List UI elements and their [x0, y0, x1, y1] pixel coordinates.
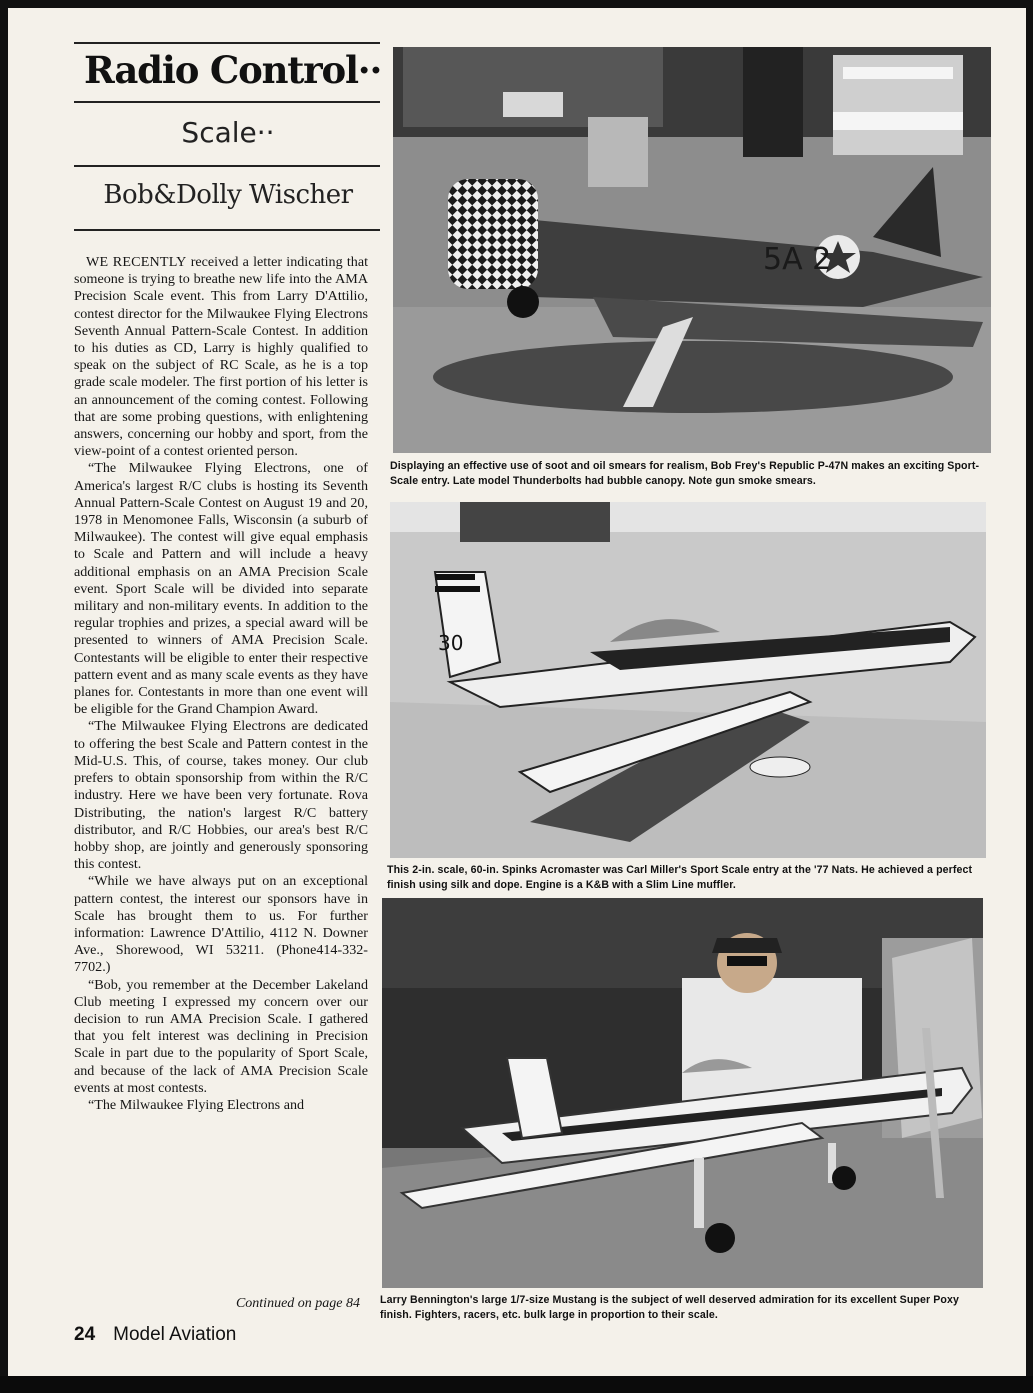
- article-lead-in: WE RECENTLY: [86, 254, 187, 270]
- photo-mustang: [382, 898, 983, 1288]
- photo-caption-mustang: Larry Bennington's large 1/7-size Mustang is the subject of well deserved admiration for its excellent Super Poxy finish. Fighters, racers, etc. bulk large in proportion to their scale.: [380, 1294, 959, 1321]
- photo-caption-p47: Displaying an effective use of soot and oil smears for realism, Bob Frey's Republic P-47N makes an exciting Sport-Scale entry. Late model Thunderbolts had bubble canopy. Note gun smoke smears.: [390, 460, 980, 487]
- acromaster-number: 30: [438, 631, 464, 655]
- header-rule-lower: [74, 165, 380, 167]
- article-paragraph: “Bob, you remember at the December Lakeland Club meeting I expressed my concern over our decision to run AMA Precision Scale. I gathered that you felt interest was declining in Precision Scale in part due to the popularity of Sport Scale, and because of the lack of AMA Precision Scale events at most contests.: [74, 976, 368, 1096]
- continued-note: Continued on page 84: [235, 1296, 360, 1311]
- magazine-name: Model Aviation: [113, 1324, 237, 1345]
- photo-caption-acromaster: This 2-in. scale, 60-in. Spinks Acromaster was Carl Miller's Sport Scale entry at the '77 Nats. He achieved a perfect finish using silk and dope. Engine is a K&B with a Slim Line muffler.: [387, 864, 973, 891]
- header-rule-top: [74, 42, 380, 44]
- page-number: 24: [74, 1324, 96, 1345]
- article-paragraph: “The Milwaukee Flying Electrons and: [88, 1096, 305, 1113]
- column-subtitle: Scale··: [181, 116, 275, 149]
- photo-p47: [393, 47, 991, 453]
- p47-marking: 5A 2: [763, 242, 832, 277]
- paragraph-text: received a letter indicating that someone is trying to breathe new life into the AMA Precision Scale event. This from Larry D'Attilio, contest director for the Milwaukee Flying Electrons Seventh Annual Pattern-Scale Contest. In addition to his duties as CD, Larry is highly qualified to speak on the subject of RC Scale, as he is a top grade scale modeler. The first portion of his letter is an announcement of the coming contest. Following that are some probing questions, with enlightening answers, concerning our hobby and sport, from the view-point of a contest oriented person.: [74, 254, 368, 460]
- page-footer: [74, 1324, 236, 1346]
- article-paragraph: “While we have always put on an exceptional pattern contest, the interest our sponsors have in Scale has brought them to us. For further information: Lawrence D'Attilio, 4112 N. Downer Ave., Shorewood, WI 53211. (Phone414-332-7702.): [74, 873, 368, 976]
- photo-acromaster: [390, 502, 986, 858]
- article-body: [74, 254, 368, 1114]
- column-title: Radio Control··: [84, 48, 382, 92]
- article-paragraph: “The Milwaukee Flying Electrons are dedicated to offering the best Scale and Pattern contest in the Mid-U.S. This, of course, takes money. Our club prefers to obtain sponsorship from within the R/C industry. Here we have been very fortunate. Rova Distributing, the nation's largest R/C battery distributor, and R/C Hobbies, our area's best R/C hobby shop, are jointly and generously sponsoring this contest.: [74, 718, 368, 873]
- scan-edge: [0, 1376, 1033, 1393]
- article-paragraph: [74, 254, 368, 460]
- header-rule-bottom: [74, 229, 380, 231]
- article-paragraph: “The Milwaukee Flying Electrons, one of America's largest R/C clubs is hosting its Seventh Annual Pattern-Scale Contest on August 19 and 20, 1978 in Menomonee Falls, Wisconsin (a suburb of Milwaukee). The contest will give equal emphasis to Scale and Pattern and will include a heavy additional emphasis on an AMA Precision Scale event. Sport Scale will be divided into separate military and non-military events. In addition to the regular trophies and prizes, a special award will be presented to winners of AMA Precision Scale. Contestants will be eligible to enter their respective pattern event and as many scale events as they have planes for. Contestants in more than one event will be eligible for the Grand Champion Award.: [74, 460, 368, 718]
- header-rule-mid: [74, 101, 380, 103]
- author-byline: Bob&Dolly Wischer: [103, 180, 353, 210]
